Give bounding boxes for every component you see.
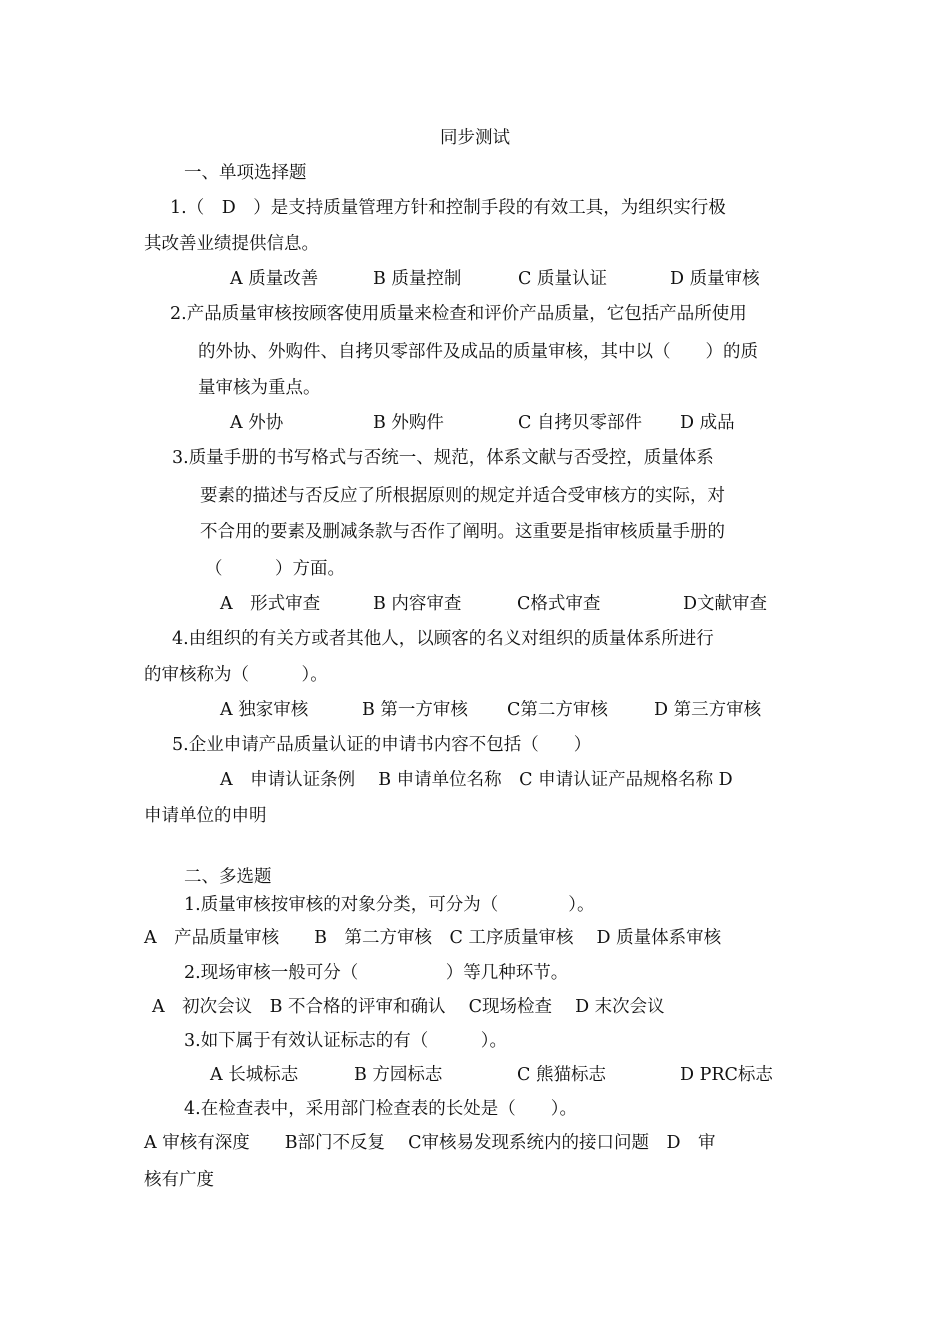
question-1-line-2: 其改善业绩提供信息。 (144, 234, 319, 254)
question-4-option-c: C第二方审核 (507, 700, 608, 720)
question-2-line-3: 量审核为重点。 (198, 378, 321, 398)
multi-question-3-option-d: D PRC标志 (680, 1065, 773, 1085)
multi-question-3-option-a: A 长城标志 (210, 1065, 299, 1085)
section-heading-single-choice: 一、单项选择题 (184, 163, 307, 183)
question-4-line-1: 4.由组织的有关方或者其他人，以顾客的名义对组织的质量体系所进行 (172, 629, 714, 649)
question-5-line-2: A 申请认证条例 B 申请单位名称 C 申请认证产品规格名称 D (220, 770, 733, 790)
question-2-option-b: B 外购件 (373, 413, 444, 433)
question-2-option-c: C 自拷贝零部件 (518, 413, 642, 433)
question-2-option-a: A 外协 (230, 413, 284, 433)
multi-question-3-option-c: C 熊猫标志 (517, 1065, 606, 1085)
question-3-option-c: C格式审查 (517, 594, 601, 614)
page-title: 同步测试 (440, 128, 510, 148)
question-4-line-2: 的审核称为（ ）。 (144, 665, 328, 685)
question-2-line-2: 的外协、外购件、自拷贝零部件及成品的质量审核，其中以（ ）的质 (198, 342, 758, 362)
multi-question-4-line-3: 核有广度 (144, 1170, 214, 1190)
question-5-line-1: 5.企业申请产品质量认证的申请书内容不包括（ ） (172, 735, 592, 755)
question-3-line-2: 要素的描述与否反应了所根据原则的规定并适合受审核方的实际，对 (200, 486, 725, 506)
multi-question-3-line-1: 3.如下属于有效认证标志的有（ ）。 (184, 1031, 507, 1051)
question-4-option-a: A 独家审核 (220, 700, 309, 720)
multi-question-2-options: A 初次会议 B 不合格的评审和确认 C现场检查 D 末次会议 (152, 997, 665, 1017)
question-3-line-1: 3.质量手册的书写格式与否统一、规范，体系文献与否受控，质量体系 (172, 448, 714, 468)
multi-question-4-line-1: 4.在检查表中，采用部门检查表的长处是（ ）。 (184, 1099, 577, 1119)
question-3-option-d: D文献审查 (683, 594, 768, 614)
question-4-option-d: D 第三方审核 (654, 700, 762, 720)
question-1-option-b: B 质量控制 (373, 269, 462, 289)
question-3-option-b: B 内容审查 (373, 594, 462, 614)
section-heading-multiple-choice: 二、多选题 (184, 867, 272, 887)
multi-question-1-options: A 产品质量审核 B 第二方审核 C 工序质量审核 D 质量体系审核 (144, 928, 722, 948)
question-1-line-1: 1.（ D ）是支持质量管理方针和控制手段的有效工具，为组织实行极 (170, 198, 726, 218)
question-2-line-1: 2.产品质量审核按顾客使用质量来检查和评价产品质量，它包括产品所使用 (170, 304, 747, 324)
multi-question-3-option-b: B 方园标志 (354, 1065, 443, 1085)
question-3-line-4: （ ）方面。 (205, 559, 345, 579)
question-1-option-c: C 质量认证 (518, 269, 607, 289)
question-3-line-3: 不合用的要素及删减条款与否作了阐明。这重要是指审核质量手册的 (200, 522, 725, 542)
question-1-option-a: A 质量改善 (230, 269, 319, 289)
question-4-option-b: B 第一方审核 (362, 700, 468, 720)
question-5-line-3: 申请单位的申明 (144, 806, 267, 826)
multi-question-2-line-1: 2.现场审核一般可分（ ）等几种环节。 (184, 963, 569, 983)
multi-question-1-line-1: 1.质量审核按审核的对象分类，可分为（ ）。 (184, 895, 595, 915)
question-1-option-d: D 质量审核 (670, 269, 760, 289)
multi-question-4-line-2: A 审核有深度 B部门不反复 C审核易发现系统内的接口问题 D 审 (144, 1133, 716, 1153)
question-2-option-d: D 成品 (680, 413, 735, 433)
question-3-option-a: A 形式审查 (220, 594, 321, 614)
